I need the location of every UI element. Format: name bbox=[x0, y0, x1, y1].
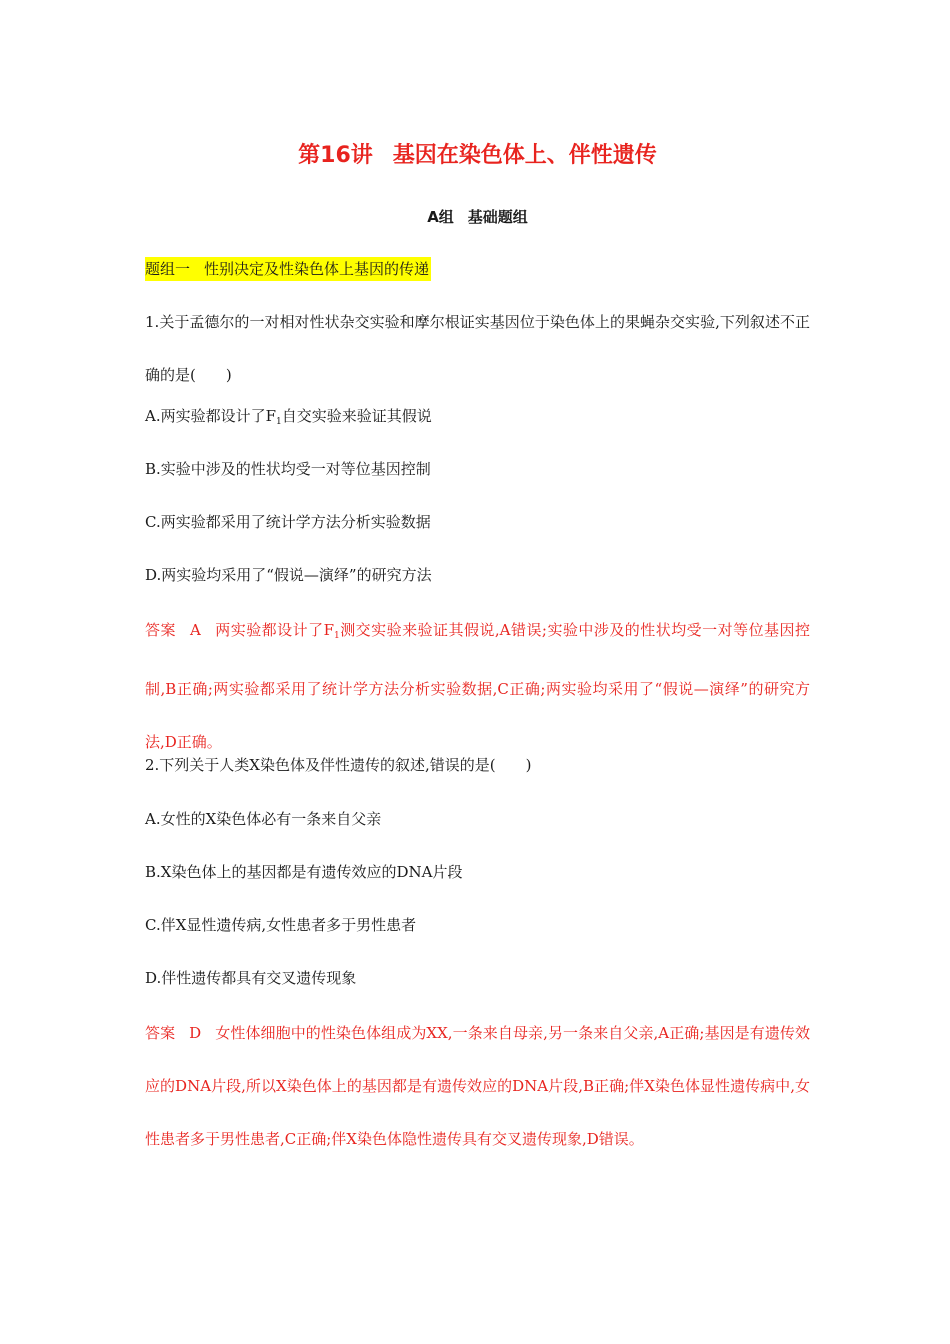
question-2-option-d: D.伴性遗传都具有交叉遗传现象 bbox=[145, 969, 357, 987]
question-1-answer: 答案 A 两实验都设计了$F_1$测交实验来验证其假说,A错误;实验中涉及的性状均受一对等位基因控制,B正确;两实验都采用了统计学方法分析实验数据,C正确;两实验均采用了“假说—演绎”的研究方法,D正确。 bbox=[145, 621, 810, 751]
question-2-answer: 答案 D 女性体细胞中的性染色体组成为XX,一条来自母亲,另一条来自父亲,A正确;基因是有遗传效应的DNA片段,所以X染色体上的基因都是有遗传效应的DNA片段,B正确;伴X染色体显性遗传病中,女性患者多于男性患者,C正确;伴X染色体隐性遗传具有交叉遗传现象,D错误。 bbox=[145, 1024, 810, 1148]
answer-label: 答案 A bbox=[145, 621, 201, 639]
group-heading: A组 基础题组 bbox=[427, 208, 528, 226]
question-2-option-c: C.伴X显性遗传病,女性患者多于男性患者 bbox=[145, 916, 417, 934]
question-2-stem: 2.下列关于人类X染色体及伴性遗传的叙述,错误的是( ) bbox=[145, 756, 532, 774]
question-1-option-a: A.两实验都设计了$F_1$自交实验来验证其假说 bbox=[145, 407, 432, 427]
question-2-option-a: A.女性的X染色体必有一条来自父亲 bbox=[145, 810, 382, 828]
question-2-option-b: B.X染色体上的基因都是有遗传效应的DNA片段 bbox=[145, 863, 463, 881]
question-1-option-b: B.实验中涉及的性状均受一对等位基因控制 bbox=[145, 460, 431, 478]
topic-group-heading: 题组一 性别决定及性染色体上基因的传递 bbox=[145, 257, 431, 281]
question-1-option-c: C.两实验都采用了统计学方法分析实验数据 bbox=[145, 513, 431, 531]
question-1-stem: 1.关于孟德尔的一对相对性状杂交实验和摩尔根证实基因位于染色体上的果蝇杂交实验,下列叙述不正确的是( ) bbox=[145, 313, 810, 384]
page-title: 第16讲 基因在染色体上、伴性遗传 bbox=[298, 143, 657, 168]
question-1-option-d: D.两实验均采用了“假说—演绎”的研究方法 bbox=[145, 566, 432, 584]
answer-label: 答案 D bbox=[145, 1024, 202, 1042]
